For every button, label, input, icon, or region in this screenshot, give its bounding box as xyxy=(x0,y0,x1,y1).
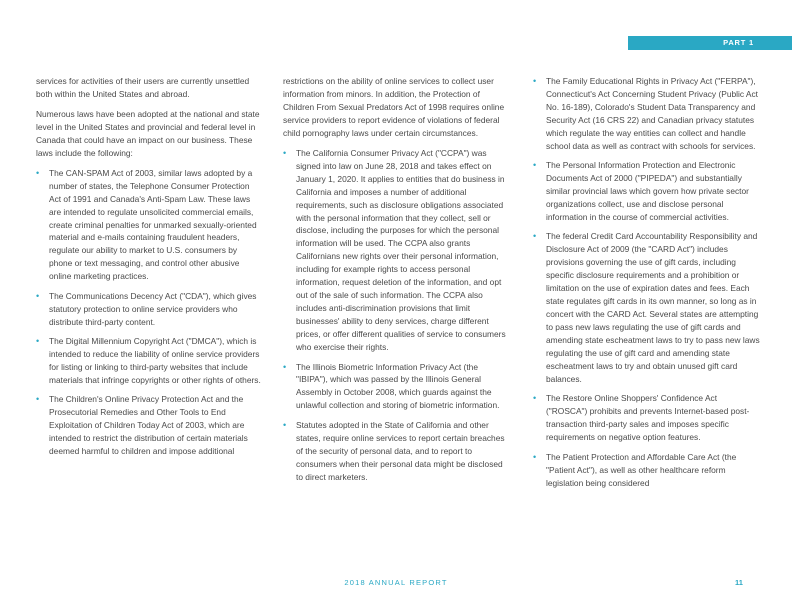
text-column-2 xyxy=(283,75,510,490)
text-column-1 xyxy=(36,75,262,465)
bullet-icon: • xyxy=(36,290,40,301)
list-item-text: Statutes adopted in the State of California and other states, require online services to report certain breaches of the security of personal data, and to report to consumers when their personal data might be disclosed to direct marketers. xyxy=(296,419,505,482)
bullet-icon: • xyxy=(283,147,287,158)
bullet-list xyxy=(533,75,760,490)
list-item xyxy=(533,451,760,490)
list-item-text: The Patient Protection and Affordable Care Act (the "Patient Act"), as well as other healthcare reform legislation being considered xyxy=(546,451,737,488)
bullet-icon: • xyxy=(36,394,40,405)
list-item-text: The Restore Online Shoppers' Confidence Act ("ROSCA") prohibits and prevents Internet-based post-transaction third-party sales and imposes specific requirements on negative option features. xyxy=(546,393,750,443)
list-item xyxy=(283,361,510,413)
text-column-3 xyxy=(533,75,760,496)
list-item-text: The Illinois Biometric Information Privacy Act (the "IBIPA"), which was passed by the Illinois General Assembly in October 2008, which guards against the unlawful collection and storing of biometric information. xyxy=(296,361,500,411)
list-item-text: The Personal Information Protection and Electronic Documents Act of 2000 ("PIPEDA") and substantially similar provincial laws which govern how private sector organizations collect, use and disclose personal information in the course of commercial activities. xyxy=(546,160,749,223)
bullet-icon: • xyxy=(36,167,40,178)
bullet-icon: • xyxy=(533,451,537,462)
part-label-tab: PART 1 xyxy=(628,36,792,50)
bullet-icon: • xyxy=(36,336,40,347)
body-paragraph: services for activities of their users are currently unsettled both within the United States and abroad. xyxy=(36,76,250,99)
list-item xyxy=(36,335,262,387)
list-item xyxy=(533,230,760,385)
list-item xyxy=(533,392,760,444)
bullet-icon: • xyxy=(533,76,537,86)
list-item xyxy=(533,75,760,153)
list-item-text: The Family Educational Rights in Privacy Act ("FERPA"), Connecticut's Act Concerning Student Privacy (Public Act No. 16-189), Colorado's Student Data Transparency and Security Act (16 CRS 22) and Canadian privacy statutes which regulate the way entities can collect and handle school data as well as contract with schools for services. xyxy=(546,76,759,151)
body-paragraph: restrictions on the ability of online services to collect user information from minors. In addition, the Protection of Children From Sexual Predators Act of 1998 requires online service providers to report evidence of violations of federal child pornography laws under certain circumstances. xyxy=(283,76,505,138)
bullet-list xyxy=(283,147,510,484)
bullet-list xyxy=(36,167,262,459)
list-item-text: The federal Credit Card Accountability Responsibility and Disclosure Act of 2009 (the "CARD Act") includes provisions governing the use of gift cards, including specific disclosure requirements and a prohibition or limitation on the use of expiration dates and fees. Each state regulates gift cards in its own manner, so long as in concert with the CARD Act. Several states are attempting to pass new laws regulating the use of gift cards and amending state escheatment laws to try to pass new laws regulating the use of gift card and amending state escheatment laws to try and obtain unused gift card balances. xyxy=(546,231,760,384)
bullet-icon: • xyxy=(533,231,537,242)
list-item xyxy=(283,147,510,354)
list-item xyxy=(533,159,760,224)
list-item xyxy=(36,393,262,458)
list-item-text: The Digital Millennium Copyright Act ("DMCA"), which is intended to reduce the liability of online service providers for listing or linking to third-party websites that include materials that infringe copyrights or other rights of others. xyxy=(49,336,261,386)
list-item-text: The Communications Decency Act ("CDA"), which gives statutory protection to online service providers who distribute third-party content. xyxy=(49,290,257,327)
list-item xyxy=(283,419,510,484)
bullet-icon: • xyxy=(283,361,287,372)
list-item xyxy=(36,290,262,329)
list-item-text: The CAN-SPAM Act of 2003, similar laws adopted by a number of states, the Telephone Consumer Protection Act of 1991 and Canada's Anti-Spam Law. These laws are intended to regulate unsolicited commercial emails, create criminal penalties for unmarked sexually-oriented material and e-mails containing fraudulent headers, regulate our ability to market to U.S. consumers by phone or text messaging, and control other abusive online marketing practices. xyxy=(49,167,257,282)
list-item-text: The Children's Online Privacy Protection Act and the Prosecutorial Remedies and Other Tools to End Exploitation of Children Today Act of 2003, which are intended to restrict the distribution of certain materials deemed harmful to children and impose additional xyxy=(49,394,248,457)
page-number: 11 xyxy=(735,578,743,587)
bullet-icon: • xyxy=(533,160,537,171)
list-item xyxy=(36,167,262,284)
footer-report-title: 2018 ANNUAL REPORT xyxy=(344,578,448,587)
list-item-text: The California Consumer Privacy Act ("CCPA") was signed into law on June 28, 2018 and takes effect on January 1, 2020. It applies to entities that do business in California and imposes a number of additional requirements, such as disclosure obligations associated with the personal information that they collect, sell or disclose, including the purposes for which the personal information will be used. The CCPA also grants Californians new rights over their personal information, including for example rights to access personal information, request deletion of the information, and opt out of the sale of such information. The CCPA also includes anti-discrimination provisions that limit businesses' ability to deny services, charge different prices, or offer different qualities of service to consumers who exercise their rights. xyxy=(296,147,506,353)
body-paragraph: Numerous laws have been adopted at the national and state level in the United States and provincial and federal level in Canada that could have an impact on our business. These laws include the following: xyxy=(36,108,260,158)
bullet-icon: • xyxy=(283,419,287,430)
bullet-icon: • xyxy=(533,393,537,404)
